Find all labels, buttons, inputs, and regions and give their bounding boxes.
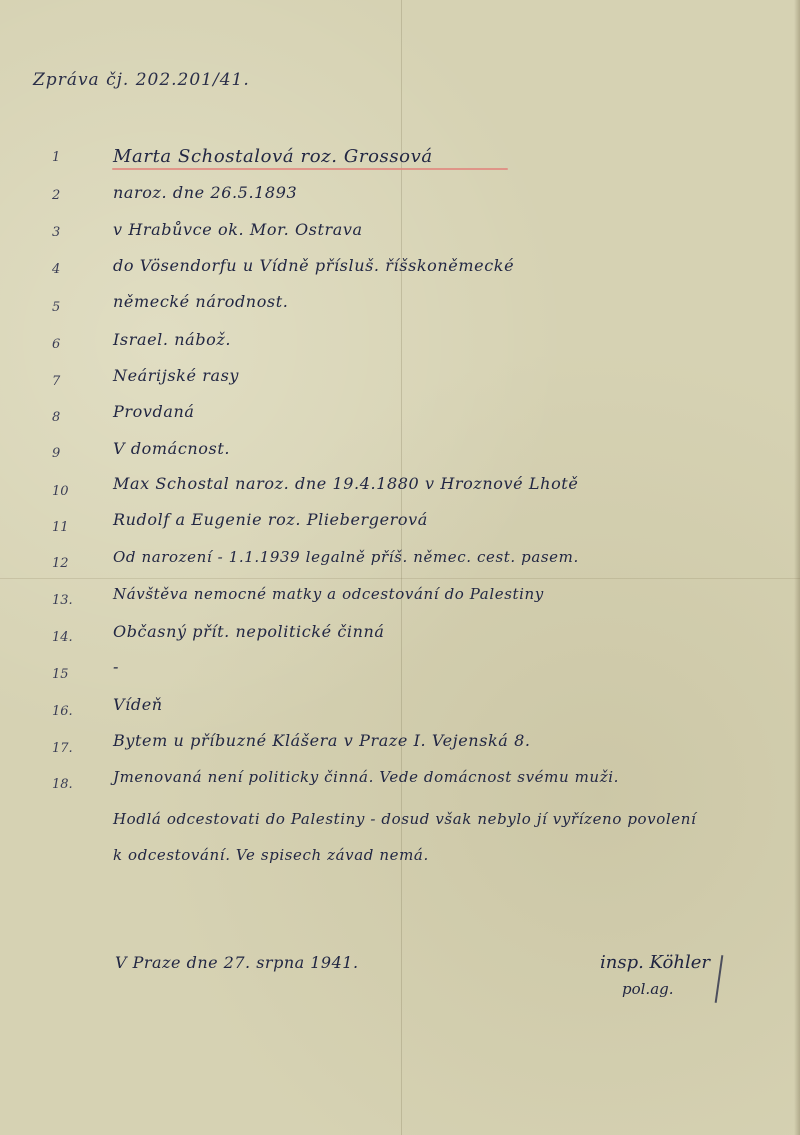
- item-text: -: [113, 657, 120, 676]
- item-text: Rudolf a Eugenie roz. Pliebergerová: [113, 510, 428, 529]
- item-text: Občasný přít. nepolitické činná: [113, 622, 385, 641]
- item-text: Neárijské rasy: [113, 366, 240, 385]
- item-text: Max Schostal naroz. dne 19.4.1880 v Hroznové Lhotě: [113, 474, 579, 493]
- item-number: 10: [52, 484, 69, 499]
- red-underline: [112, 168, 508, 170]
- item-number: 11: [52, 520, 69, 535]
- item-text-continued: k odcestování. Ve spisech závad nemá.: [113, 846, 429, 864]
- item-number: 1: [52, 150, 61, 165]
- item-number: 2: [52, 188, 61, 203]
- item-text: Bytem u příbuzné Klášera v Praze I. Vejenská 8.: [113, 731, 531, 750]
- item-number: 5: [52, 300, 61, 315]
- signature-title: pol.ag.: [622, 980, 674, 998]
- item-number: 8: [52, 410, 61, 425]
- item-number: 15: [52, 667, 69, 682]
- item-text: V domácnost.: [113, 439, 231, 458]
- item-text: Israel. nábož.: [113, 330, 232, 349]
- signature-name: insp. Köhler: [600, 952, 710, 973]
- item-number: 6: [52, 337, 61, 352]
- item-text-continued: Hodlá odcestovati do Palestiny - dosud však nebylo jí vyřízeno povolení: [113, 810, 697, 828]
- item-text: Vídeň: [113, 695, 163, 714]
- item-number: 4: [52, 262, 61, 277]
- item-text: Provdaná: [113, 402, 195, 421]
- item-number: 17.: [52, 741, 73, 756]
- item-text: německé národnost.: [113, 292, 289, 311]
- signature-date: V Praze dne 27. srpna 1941.: [115, 953, 359, 972]
- item-number: 14.: [52, 630, 73, 645]
- item-number: 13.: [52, 593, 73, 608]
- item-number: 3: [52, 225, 61, 240]
- item-number: 16.: [52, 704, 73, 719]
- item-number: 18.: [52, 777, 73, 792]
- paper-fold-horizontal: [0, 578, 800, 579]
- item-text: Jmenovaná není politicky činná. Vede domácnost svému muži.: [113, 768, 619, 786]
- item-text: do Vösendorfu u Vídně přísluš. říšskoněmecké: [113, 256, 515, 275]
- paper-fold-vertical: [401, 0, 402, 1135]
- reference-number: Zpráva čj. 202.201/41.: [33, 70, 250, 90]
- paper-edge-shadow: [794, 0, 800, 1135]
- item-text: Návštěva nemocné matky a odcestování do Palestiny: [113, 585, 544, 603]
- item-text: v Hrabůvce ok. Mor. Ostrava: [113, 220, 363, 239]
- item-number: 12: [52, 556, 69, 571]
- item-text: Od narození - 1.1.1939 legalně příš. němec. cest. pasem.: [113, 548, 579, 566]
- item-text: Marta Schostalová roz. Grossová: [113, 146, 433, 167]
- item-number: 7: [52, 374, 61, 389]
- item-number: 9: [52, 446, 61, 461]
- signature-flourish: [715, 955, 724, 1003]
- item-text: naroz. dne 26.5.1893: [113, 183, 298, 202]
